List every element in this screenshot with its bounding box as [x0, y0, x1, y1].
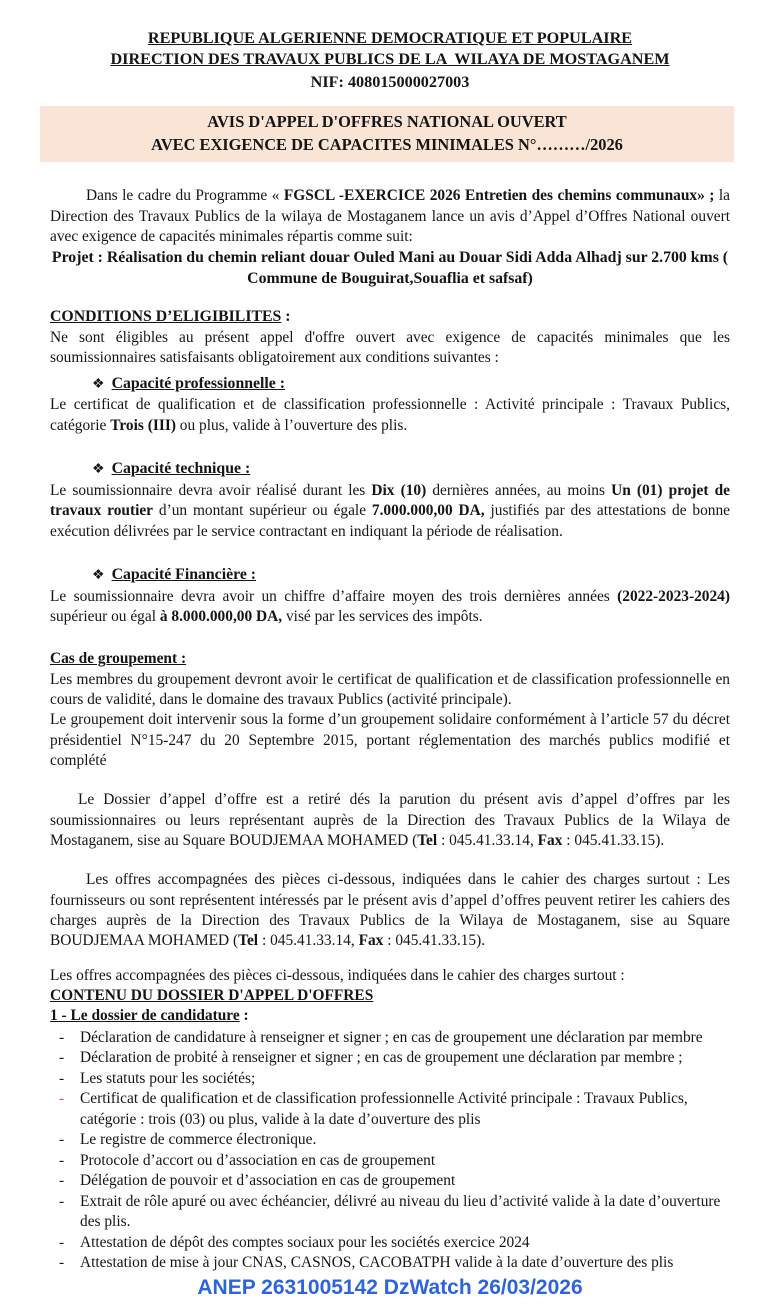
list-item-text: Protocole d’accort ou d’association en cas de groupement — [80, 1151, 436, 1169]
banner-title-line2: AVEC EXIGENCE DE CAPACITES MINIMALES N°………/2026 — [151, 134, 623, 154]
list-item-text: Déclaration de probité à renseigner et signer ; en cas de groupement une déclaration par membre ; — [80, 1049, 683, 1067]
financial-capacity-title: Capacité Financière : — [111, 565, 257, 583]
dash-bullet: - — [59, 1151, 65, 1169]
dash-bullet: - — [59, 1172, 65, 1190]
dash-bullet: - — [59, 1233, 65, 1251]
program-name: FGSCL -EXERCICE 2026 Entretien des chemins communaux» ; — [283, 187, 715, 205]
list-item-text: Délégation de pouvoir et d’association en cas de groupement — [80, 1172, 456, 1190]
list-item — [50, 1028, 730, 1048]
eligibility-heading-colon: : — [281, 308, 291, 326]
financial-text-3: visé par les services des impôts. — [282, 608, 483, 626]
project-title: Projet : Réalisation du chemin reliant douar Ouled Mani au Douar Sidi Adda Alhadj sur 2.700 kms ( Commune de Bouguirat,Souaflia et safsaf) — [51, 249, 729, 288]
dash-bullet-red: - — [59, 1090, 65, 1108]
list-item — [50, 1151, 730, 1171]
offers-text-1: Les offres accompagnées des pièces ci-dessous, indiquées dans le cahier des charges surtout : Les fournisseurs ou sont représentent intéressés par le présent avis d’appel d’offres peuvent retirer les cahiers des charges auprès de la Direction des Travaux Publics de la Wilaya de Mostaganem, sise au Square BOUDJEMAA MOHAMED ( — [50, 871, 730, 950]
list-item-text: Extrait de rôle apuré ou avec échéancier, délivré au niveau du lieu d’activité valide à la date d’ouverture des plis. — [80, 1192, 721, 1231]
intro-paragraph — [50, 186, 730, 247]
list-item — [50, 1048, 730, 1068]
list-item — [50, 1089, 730, 1130]
dash-bullet: - — [59, 1192, 65, 1210]
professional-capacity-title: Capacité professionnelle : — [111, 374, 286, 392]
fax-label: Fax — [537, 832, 563, 850]
offers-paragraph — [50, 870, 730, 951]
header-republic-line: REPUBLIQUE ALGERIENNE DEMOCRATIQUE ET POPULAIRE — [147, 29, 633, 47]
technical-years: Dix (10) — [371, 481, 427, 499]
document-header — [50, 28, 730, 93]
professional-text-2: ou plus, valide à l’ouverture des plis. — [175, 416, 408, 434]
professional-capacity-body — [50, 395, 730, 436]
technical-capacity-body — [50, 481, 730, 542]
professional-capacity-heading — [92, 374, 730, 395]
financial-capacity-heading — [92, 565, 730, 586]
header-nif: NIF: 408015000027003 — [310, 73, 470, 92]
candidature-file-heading — [50, 1006, 730, 1026]
list-item — [50, 1171, 730, 1191]
technical-capacity-title: Capacité technique : — [111, 460, 251, 478]
list-item-text: Déclaration de candidature à renseigner et signer ; en cas de groupement une déclaration par membre — [80, 1028, 703, 1046]
candidature-file-colon: : — [239, 1007, 249, 1025]
dossier-contents-heading: CONTENU DU DOSSIER D'APPEL D'OFFRES — [50, 987, 374, 1005]
technical-text-3: d’un montant supérieur ou égale — [153, 502, 372, 520]
eligibility-heading — [50, 307, 730, 328]
financial-years: (2022-2023-2024) — [617, 587, 730, 605]
eligibility-heading-text: CONDITIONS D’ELIGIBILITES — [50, 308, 282, 326]
tel-label: Tel — [238, 932, 259, 950]
tel-label: Tel — [417, 832, 438, 850]
fax-label: Fax — [358, 932, 384, 950]
banner-title-line1: AVIS D'APPEL D'OFFRES NATIONAL OUVERT — [207, 112, 567, 132]
intro-text-end: la Direction des Travaux Publics de la wilaya de Mostaganem lance un avis d’Appel d’Offres National ouvert avec exigence de capacités minimales répartis comme suit: — [50, 187, 731, 246]
list-item — [50, 1233, 730, 1253]
list-item-text: Le registre de commerce électronique. — [80, 1131, 317, 1149]
professional-category: Trois (III) — [110, 416, 176, 434]
retrieval-text-1: Le Dossier d’appel d’offre est a retiré dés la parution du présent avis d’appel d’offres par les soumissionnaires ou leurs représentant auprès de la Direction des Travaux Publics de la Wilaya de Mostaganem, sise au Square BOUDJEMAA MOHAMED ( — [50, 791, 730, 850]
list-item — [50, 1192, 730, 1233]
header-direction-line: DIRECTION DES TRAVAUX PUBLICS DE LA WILAYA DE MOSTAGANEM — [110, 50, 670, 69]
technical-project-req: Un (01) projet de travaux routier — [50, 481, 731, 520]
candidature-file-title: 1 - Le dossier de candidature — [50, 1007, 240, 1025]
technical-text-2: dernières années, au moins — [426, 481, 612, 499]
diamond-bullet-icon: ❖ — [92, 462, 105, 478]
technical-capacity-heading — [92, 459, 730, 480]
offers-repeat-line: Les offres accompagnées des pièces ci-dessous, indiquées dans le cahier des charges surtout : — [50, 966, 625, 984]
list-item-text: Certificat de qualification et de classification professionnelle Activité principale : Travaux Publics, catégorie : trois (03) ou plus, valide à la date d’ouverture des plis — [80, 1090, 688, 1128]
technical-text-1: Le soumissionnaire devra avoir réalisé durant les — [50, 481, 372, 499]
list-item — [50, 1069, 730, 1089]
offers-text-3: : 045.41.33.15). — [383, 932, 486, 950]
technical-amount: 7.000.000,00 DA, — [371, 502, 485, 520]
dash-bullet: - — [59, 1069, 65, 1087]
offers-text-2: : 045.41.33.14, — [258, 932, 359, 950]
diamond-bullet-icon: ❖ — [92, 567, 105, 583]
list-item — [50, 1130, 730, 1150]
financial-capacity-body — [50, 587, 730, 628]
dash-bullet: - — [59, 1049, 65, 1067]
technical-text-4: justifiés par des attestations de bonne exécution délivrées par le service contractant en indiquant la période de réalisation. — [50, 502, 730, 540]
grouping-heading: Cas de groupement : — [50, 650, 187, 668]
list-item-text: Attestation de mise à jour CNAS, CASNOS, CACOBATPH valide à la date d’ouverture des plis — [80, 1254, 674, 1272]
grouping-paragraph-1: Les membres du groupement devront avoir le certificat de qualification et de classification professionnelle en cours de validité, dans le domaine des travaux Publics (activité principale). — [50, 670, 730, 709]
dossier-retrieval-paragraph — [50, 790, 730, 851]
professional-text-1: Le certificat de qualification et de classification professionnelle : Activité principale : Travaux Publics, catégorie — [50, 396, 730, 434]
anep-footer-reference: ANEP 2631005142 DzWatch 26/03/2026 — [197, 1275, 583, 1299]
notice-title-banner — [40, 106, 734, 162]
dash-bullet: - — [59, 1254, 65, 1272]
candidature-document-list — [50, 1028, 730, 1274]
eligibility-body: Ne sont éligibles au présent appel d'offre ouvert avec exigence de capacités minimales que les soumissionnaires satisfaisants obligatoirement aux conditions suivantes : — [50, 328, 730, 367]
retrieval-text-3: : 045.41.33.15). — [562, 832, 665, 850]
retrieval-text-2: : 045.41.33.14, — [437, 832, 538, 850]
list-item-text: Attestation de dépôt des comptes sociaux pour les sociétés exercice 2024 — [80, 1233, 530, 1251]
grouping-paragraph-2: Le groupement doit intervenir sous la forme d’un groupement solidaire conformément à l’article 57 du décret présidentiel N°15-247 du 20 Septembre 2015, portant réglementation des marchés publics modifié et complété — [50, 711, 730, 770]
diamond-bullet-icon: ❖ — [92, 376, 105, 392]
financial-text-1: Le soumissionnaire devra avoir un chiffre d’affaire moyen des trois dernières années — [50, 587, 618, 605]
financial-text-2: supérieur ou égal — [50, 608, 160, 626]
list-item — [50, 1253, 730, 1273]
dash-bullet: - — [59, 1028, 65, 1046]
intro-text-start: Dans le cadre du Programme « — [86, 187, 284, 205]
dash-bullet: - — [59, 1131, 65, 1149]
financial-amount: à 8.000.000,00 DA, — [159, 608, 283, 626]
list-item-text: Les statuts pour les sociétés; — [80, 1069, 256, 1087]
